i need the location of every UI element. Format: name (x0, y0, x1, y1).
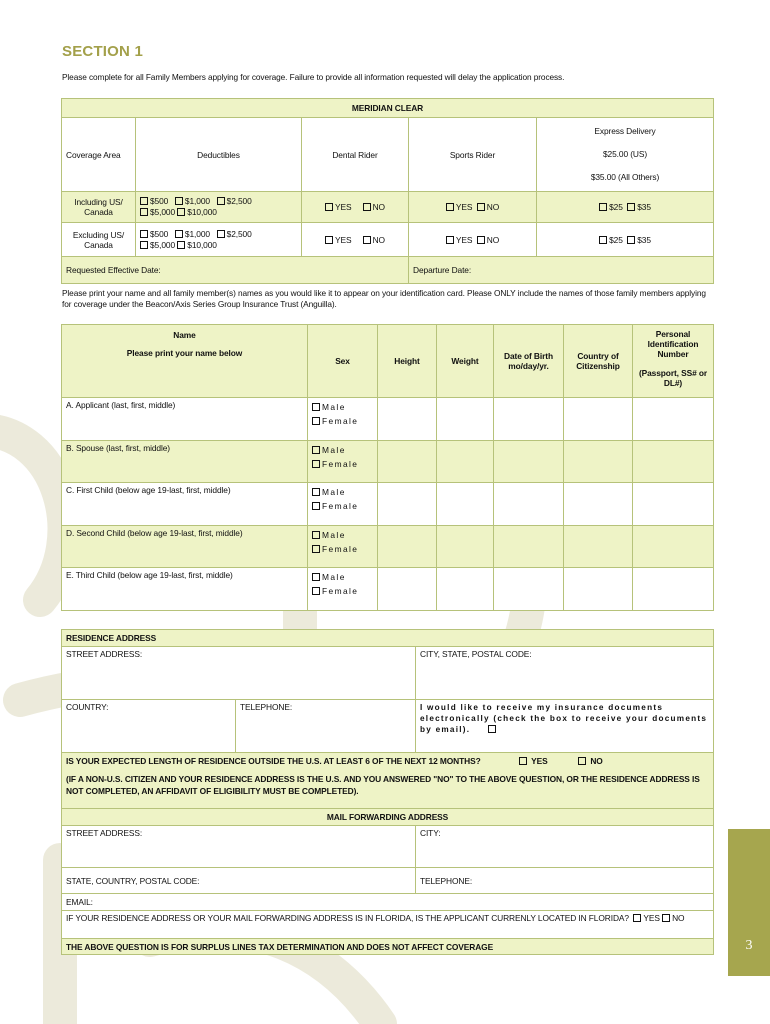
florida-no-checkbox[interactable] (662, 914, 670, 922)
checkbox[interactable] (175, 230, 183, 238)
option-label: $5,000 (150, 207, 176, 217)
checkbox[interactable] (446, 236, 454, 244)
dob-field[interactable] (494, 568, 564, 611)
checkbox[interactable] (177, 208, 185, 216)
deductibles-header: Deductibles (136, 118, 302, 192)
departure-date-field[interactable]: Departure Date: (409, 257, 714, 284)
country-field[interactable] (564, 441, 633, 483)
sex-header: Sex (308, 325, 378, 398)
option-label: $10,000 (187, 239, 217, 250)
coverage-area-excluding: Excluding US/ Canada (62, 223, 136, 257)
option-label: YES (531, 756, 548, 766)
option-label: Male (322, 445, 346, 455)
weight-header: Weight (437, 325, 494, 398)
sex-options (308, 568, 378, 611)
option-label: $2,500 (226, 228, 252, 239)
checkbox[interactable] (312, 531, 320, 539)
pid-field[interactable] (633, 526, 714, 568)
mail-title: MAIL FORWARDING ADDRESS (62, 809, 714, 826)
country-field[interactable] (564, 483, 633, 526)
option-label: Female (322, 459, 359, 469)
option-label: $1,000 (184, 196, 210, 206)
checkbox[interactable] (627, 236, 635, 244)
checkbox[interactable] (363, 203, 371, 211)
checkbox[interactable] (217, 230, 225, 238)
dob-field[interactable] (494, 483, 564, 526)
electronic-docs-text: I would like to receive my insurance documents electronically (check the box to receive your documents by email). (420, 703, 708, 734)
option-label: $25 (609, 234, 623, 245)
option-label: NO (372, 234, 385, 245)
option-label: NO (672, 913, 685, 923)
checkbox[interactable] (140, 241, 148, 249)
electronic-docs-checkbox[interactable] (488, 725, 496, 733)
checkbox[interactable] (312, 446, 320, 454)
member-name-spouse[interactable]: B. Spouse (last, first, middle) (62, 441, 308, 483)
plan-table (61, 98, 714, 284)
intro-text: Please complete for all Family Members applying for coverage. Failure to provide all information requested will delay the application process. (62, 72, 565, 82)
checkbox[interactable] (312, 488, 320, 496)
option-label: NO (372, 202, 385, 212)
express-excluding (537, 223, 714, 257)
option-label: Female (322, 586, 359, 596)
effective-date-field[interactable]: Requested Effective Date: (62, 257, 409, 284)
country-field[interactable] (564, 526, 633, 568)
dob-header: Date of Birth mo/day/yr. (494, 325, 564, 398)
plan-title: MERIDIAN CLEAR (62, 99, 714, 118)
checkbox[interactable] (140, 230, 148, 238)
pid-header-cell (633, 325, 714, 398)
dob-field[interactable] (494, 526, 564, 568)
pid-field[interactable] (633, 441, 714, 483)
checkbox[interactable] (312, 587, 320, 595)
coverage-area-including: Including US/ Canada (62, 192, 136, 223)
checkbox[interactable] (140, 208, 148, 216)
weight-field[interactable] (437, 441, 494, 483)
sports-rider-excluding (409, 223, 537, 257)
mail-street-field[interactable]: STREET ADDRESS: (62, 826, 416, 868)
height-header: Height (378, 325, 437, 398)
checkbox[interactable] (599, 236, 607, 244)
option-label: Male (322, 530, 346, 540)
members-table (61, 324, 714, 611)
deductible-options-excluding (136, 223, 302, 257)
residence-yes-checkbox[interactable] (519, 757, 527, 765)
option-label: $35 (637, 202, 651, 212)
coverage-area-header: Coverage Area (62, 118, 136, 192)
weight-field[interactable] (437, 568, 494, 611)
option-label: Male (322, 487, 346, 497)
option-label: Female (322, 501, 359, 511)
page-number: 3 (745, 938, 753, 953)
weight-field[interactable] (437, 398, 494, 441)
express-us-price: $25.00 (US) (602, 149, 648, 159)
country-field[interactable] (564, 568, 633, 611)
checkbox[interactable] (312, 417, 320, 425)
height-field[interactable] (378, 526, 437, 568)
sports-rider-header: Sports Rider (409, 118, 537, 192)
dental-rider-header: Dental Rider (302, 118, 409, 192)
checkbox[interactable] (175, 197, 183, 205)
checkbox[interactable] (312, 573, 320, 581)
express-others-price: $35.00 (All Others) (590, 172, 660, 182)
height-field[interactable] (378, 441, 437, 483)
mail-email-field[interactable]: EMAIL: (62, 894, 714, 911)
option-label: $10,000 (187, 207, 217, 217)
sex-options (308, 526, 378, 568)
member-name-applicant[interactable]: A. Applicant (last, first, middle) (62, 398, 308, 441)
option-label: YES (455, 234, 473, 245)
pid-field[interactable] (633, 398, 714, 441)
option-label: $25 (609, 202, 623, 212)
residence-telephone-field[interactable]: TELEPHONE: (236, 700, 416, 753)
residence-question-block (62, 753, 714, 809)
checkbox[interactable] (477, 236, 485, 244)
express-including (537, 192, 714, 223)
option-label: $500 (150, 228, 169, 239)
name-header: Name (173, 330, 196, 340)
member-name-first-child[interactable]: C. First Child (below age 19-last, first, middle) (62, 483, 308, 526)
mail-state-country-field[interactable]: STATE, COUNTRY, POSTAL CODE: (62, 868, 416, 894)
option-label: $2,500 (226, 196, 252, 206)
checkbox[interactable] (312, 403, 320, 411)
option-label: Female (322, 416, 359, 426)
checkbox[interactable] (177, 241, 185, 249)
pid-header: Personal Identification Number (647, 329, 699, 359)
sports-rider-including (409, 192, 537, 223)
option-label: NO (486, 234, 500, 245)
residence-country-field[interactable]: COUNTRY: (62, 700, 236, 753)
option-label: Female (322, 544, 359, 554)
mail-telephone-field[interactable]: TELEPHONE: (416, 868, 714, 894)
name-header-cell (62, 325, 308, 398)
electronic-docs-option (416, 700, 714, 753)
height-field[interactable] (378, 483, 437, 526)
option-label: $1,000 (184, 228, 210, 239)
checkbox[interactable] (446, 203, 454, 211)
florida-question-block (62, 911, 714, 939)
country-header: Country of Citizenship (564, 325, 633, 398)
member-name-third-child[interactable]: E. Third Child (below age 19-last, first, middle) (62, 568, 308, 611)
florida-yes-checkbox[interactable] (633, 914, 641, 922)
option-label: YES (455, 202, 473, 212)
option-label: Male (322, 572, 346, 582)
weight-field[interactable] (437, 483, 494, 526)
pid-subheader: (Passport, SS# or DL#) (638, 368, 708, 388)
residence-title: RESIDENCE ADDRESS (62, 630, 714, 647)
member-name-second-child[interactable]: D. Second Child (below age 19-last, first, middle) (62, 526, 308, 568)
residence-street-field[interactable]: STREET ADDRESS: (62, 647, 416, 700)
names-instructions: Please print your name and all family member(s) names as you would like it to appear on your identification card. Please ONLY include the names of those family members applying for coverage under the Beacon/Axis Series Group Insurance Trust (Anguilla). (62, 288, 706, 309)
checkbox[interactable] (312, 545, 320, 553)
deductible-options-including (136, 192, 302, 223)
residence-question: IS YOUR EXPECTED LENGTH OF RESIDENCE OUTSIDE THE U.S. AT LEAST 6 OF THE NEXT 12 MONTHS? (66, 756, 481, 766)
checkbox[interactable] (477, 203, 485, 211)
option-label: Male (322, 402, 346, 412)
name-subheader: Please print your name below (126, 348, 243, 358)
sex-options (308, 441, 378, 483)
checkbox[interactable] (325, 203, 333, 211)
height-field[interactable] (378, 398, 437, 441)
florida-question: IF YOUR RESIDENCE ADDRESS OR YOUR MAIL FORWARDING ADDRESS IS IN FLORIDA, IS THE APPLICANT CURRENLY LOCATED IN FLORIDA? (66, 913, 629, 923)
checkbox[interactable] (217, 197, 225, 205)
option-label: YES (335, 234, 352, 245)
country-field[interactable] (564, 398, 633, 441)
option-label: NO (590, 756, 603, 766)
height-field[interactable] (378, 568, 437, 611)
address-table (61, 629, 714, 955)
section-title: SECTION 1 (62, 43, 143, 60)
sex-options (308, 483, 378, 526)
checkbox[interactable] (363, 236, 371, 244)
option-label: $35 (637, 234, 651, 245)
option-label: YES (335, 202, 352, 212)
express-delivery-label: Express Delivery (594, 126, 656, 136)
tax-note: THE ABOVE QUESTION IS FOR SURPLUS LINES TAX DETERMINATION AND DOES NOT AFFECT COVERAGE (62, 939, 714, 955)
residence-no-checkbox[interactable] (578, 757, 586, 765)
pid-field[interactable] (633, 483, 714, 526)
checkbox[interactable] (627, 203, 635, 211)
sex-options (308, 398, 378, 441)
affidavit-note: (IF A NON-U.S. CITIZEN AND YOUR RESIDENCE ADDRESS IS THE U.S. AND YOU ANSWERED "NO" TO THE ABOVE QUESTION, OR THE RESIDENCE ADDRESS IS NOT COMPLETED, AN AFFIDAVIT OF ELIGIBILITY MUST BE COMPLETED). (66, 774, 700, 796)
checkbox[interactable] (325, 236, 333, 244)
express-delivery-header (537, 118, 714, 192)
dental-rider-excluding (302, 223, 409, 257)
checkbox[interactable] (140, 197, 148, 205)
option-label: NO (486, 202, 500, 212)
checkbox[interactable] (312, 502, 320, 510)
weight-field[interactable] (437, 526, 494, 568)
option-label: $5,000 (150, 239, 176, 250)
dob-field[interactable] (494, 441, 564, 483)
dob-field[interactable] (494, 398, 564, 441)
residence-question-line (66, 755, 709, 767)
option-label: YES (643, 913, 660, 923)
option-label: $500 (150, 196, 169, 206)
pid-field[interactable] (633, 568, 714, 611)
checkbox[interactable] (599, 203, 607, 211)
residence-city-field[interactable]: CITY, STATE, POSTAL CODE: (416, 647, 714, 700)
checkbox[interactable] (312, 460, 320, 468)
mail-city-field[interactable]: CITY: (416, 826, 714, 868)
dental-rider-including (302, 192, 409, 223)
